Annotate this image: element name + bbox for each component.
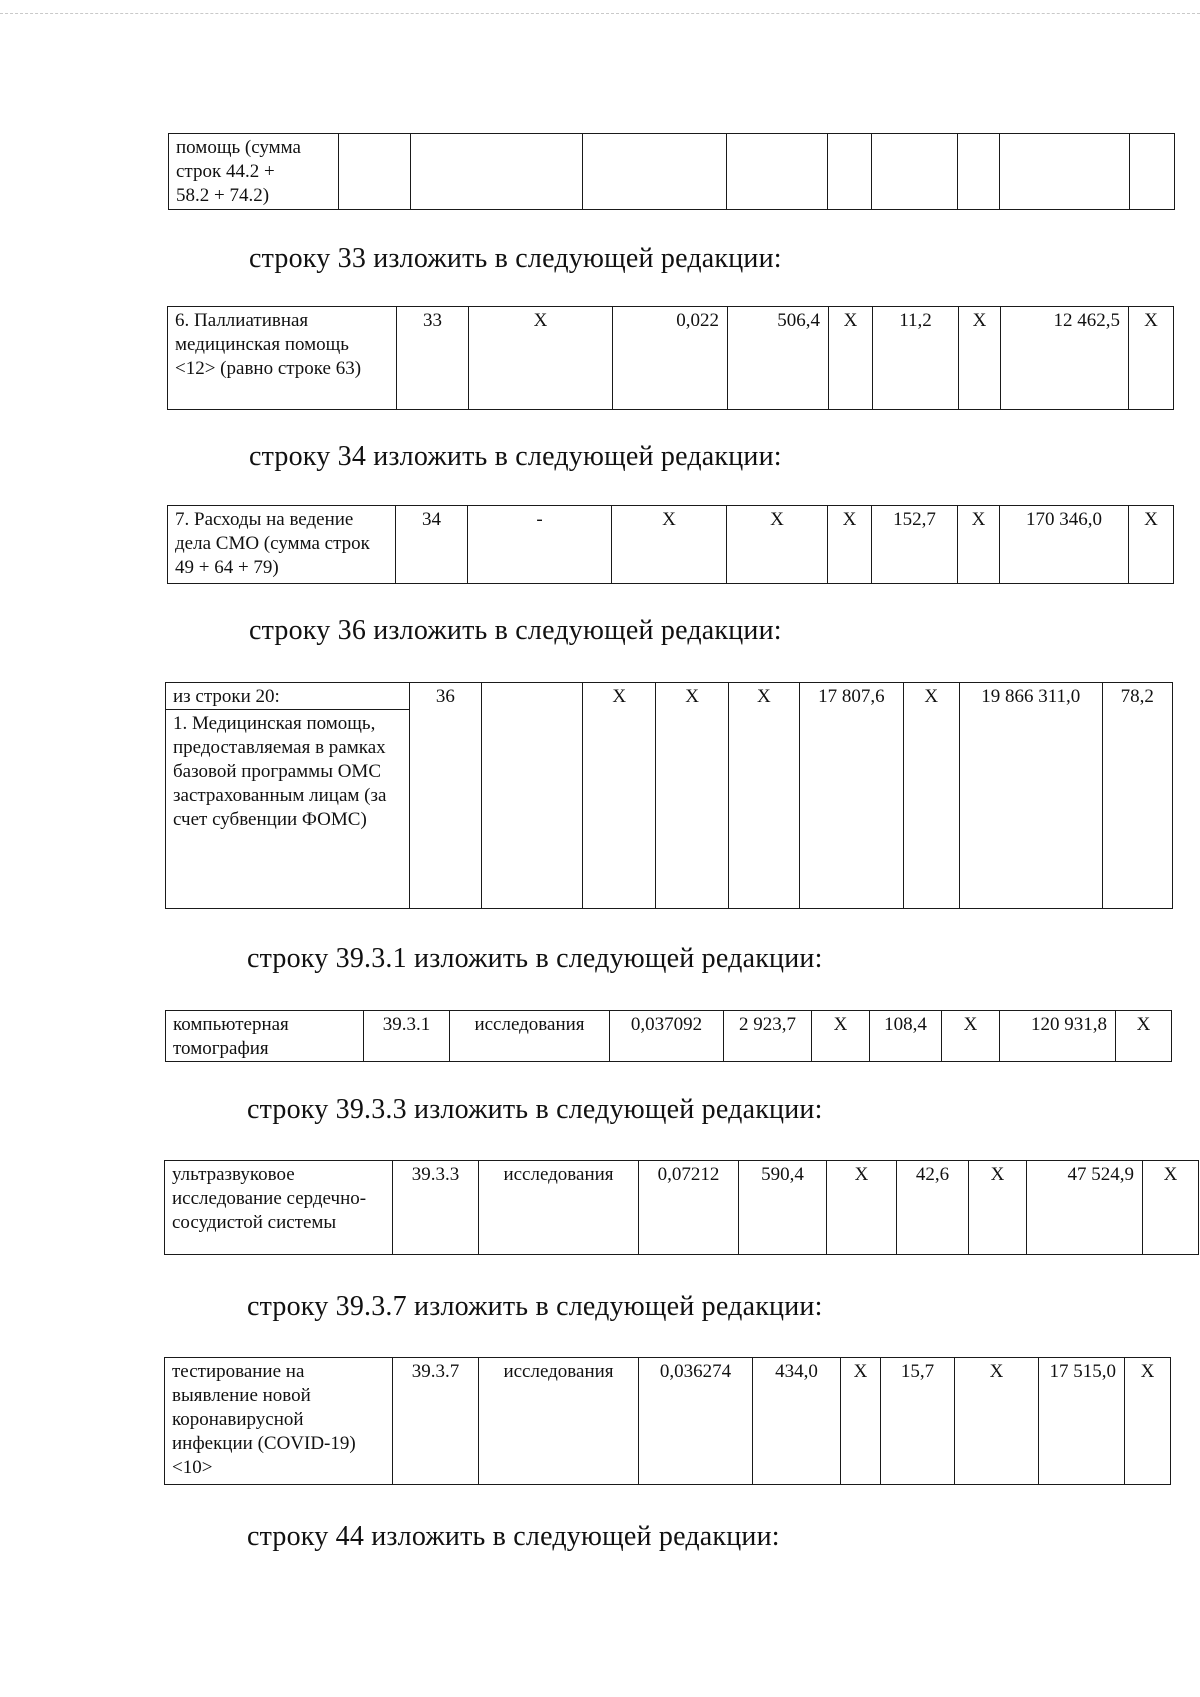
row-number: 36 xyxy=(410,683,481,909)
table-cell xyxy=(958,134,1000,210)
table-cell: 0,037092 xyxy=(610,1011,724,1062)
table-cell: X xyxy=(1116,1011,1172,1062)
table-cell xyxy=(411,134,583,210)
table-cell: X xyxy=(942,1011,1000,1062)
table-cell xyxy=(481,683,583,909)
table-cell: 47 524,9 xyxy=(1027,1161,1143,1255)
table-cell: X xyxy=(727,506,828,584)
table-cell xyxy=(727,134,828,210)
table-cell: X xyxy=(827,1161,897,1255)
table-cell xyxy=(1130,134,1175,210)
table-row xyxy=(165,1161,1199,1255)
table-cell: X xyxy=(955,1358,1039,1485)
table-row xyxy=(165,1358,1171,1485)
table-row xyxy=(166,683,1173,710)
row-label: ультразвуковое исследование сердечно-сосудистой системы xyxy=(165,1161,393,1255)
caption-row-36: строку 36 изложить в следующей редакции: xyxy=(249,615,782,646)
table-cell: X xyxy=(903,683,959,909)
row-label-top: из строки 20: xyxy=(166,683,410,710)
table-cell: X xyxy=(812,1011,870,1062)
table-cell: 12 462,5 xyxy=(1001,307,1129,410)
table-cell: 42,6 xyxy=(897,1161,969,1255)
row-number: 39.3.3 xyxy=(393,1161,479,1255)
table-cell: 506,4 xyxy=(728,307,829,410)
table-cell: 17 515,0 xyxy=(1039,1358,1125,1485)
table-row-39-3-1 xyxy=(165,1010,1172,1062)
table-cell: 434,0 xyxy=(753,1358,841,1485)
table-cell xyxy=(828,134,872,210)
table-cell xyxy=(339,134,411,210)
row-label: 7. Расходы на ведение дела СМО (сумма строк 49 + 64 + 79) xyxy=(168,506,396,584)
caption-row-44: строку 44 изложить в следующей редакции: xyxy=(247,1521,780,1552)
table-cell: 0,022 xyxy=(613,307,728,410)
table-cell xyxy=(583,134,727,210)
table-cell: X xyxy=(1129,506,1174,584)
table-cell: исследования xyxy=(479,1161,639,1255)
row-number: 33 xyxy=(397,307,469,410)
table-cell: исследования xyxy=(479,1358,639,1485)
table-cell: 0,036274 xyxy=(639,1358,753,1485)
caption-row-39-3-3: строку 39.3.3 изложить в следующей редакции: xyxy=(247,1094,823,1125)
caption-row-33: строку 33 изложить в следующей редакции: xyxy=(249,243,782,274)
table-row-33 xyxy=(167,306,1174,410)
row-number: 39.3.7 xyxy=(393,1358,479,1485)
table-cell: X xyxy=(469,307,613,410)
table-cell: 170 346,0 xyxy=(1000,506,1129,584)
table-cell: X xyxy=(969,1161,1027,1255)
row-label: тестирование на выявление новой коронавирусной инфекции (COVID-19) <10> xyxy=(165,1358,393,1485)
table-cell: 11,2 xyxy=(873,307,959,410)
table-row xyxy=(168,506,1174,584)
table-cell: X xyxy=(828,506,872,584)
row-label-bottom: 1. Медицинская помощь, предоставляемая в рамках базовой программы ОМС застрахованным лицам (за счет субвенции ФОМС) xyxy=(166,710,410,909)
table-cell: X xyxy=(959,307,1001,410)
table-cell: X xyxy=(841,1358,881,1485)
table-cell: - xyxy=(468,506,612,584)
table-cell: X xyxy=(728,683,799,909)
table-cell: X xyxy=(656,683,728,909)
table-row-34 xyxy=(167,505,1174,584)
table-cell: X xyxy=(958,506,1000,584)
table-cell: 17 807,6 xyxy=(800,683,904,909)
table-cell: X xyxy=(1129,307,1174,410)
table-cell: 15,7 xyxy=(881,1358,955,1485)
table-row xyxy=(169,134,1175,210)
table-fragment-top xyxy=(168,133,1175,210)
table-cell: 152,7 xyxy=(872,506,958,584)
table-cell: 78,2 xyxy=(1102,683,1172,909)
table-cell: X xyxy=(829,307,873,410)
table-cell xyxy=(1000,134,1130,210)
row-number: 34 xyxy=(396,506,468,584)
table-cell: X xyxy=(1143,1161,1199,1255)
table-cell: исследования xyxy=(450,1011,610,1062)
caption-row-39-3-1: строку 39.3.1 изложить в следующей редакции: xyxy=(247,943,823,974)
table-cell: X xyxy=(1125,1358,1171,1485)
table-cell: 0,07212 xyxy=(639,1161,739,1255)
caption-row-34: строку 34 изложить в следующей редакции: xyxy=(249,441,782,472)
table-cell: X xyxy=(583,683,656,909)
table-cell: 19 866 311,0 xyxy=(959,683,1102,909)
table-cell: 590,4 xyxy=(739,1161,827,1255)
row-label: компьютерная томография xyxy=(166,1011,364,1062)
caption-row-39-3-7: строку 39.3.7 изложить в следующей редакции: xyxy=(247,1291,823,1322)
table-row-39-3-3 xyxy=(164,1160,1199,1255)
row-label: помощь (сумма строк 44.2 + 58.2 + 74.2) xyxy=(169,134,339,210)
table-cell: 108,4 xyxy=(870,1011,942,1062)
table-row-39-3-7 xyxy=(164,1357,1171,1485)
table-row-36 xyxy=(165,682,1173,909)
table-cell: X xyxy=(612,506,727,584)
row-number: 39.3.1 xyxy=(364,1011,450,1062)
table-row xyxy=(168,307,1174,410)
row-label: 6. Паллиативная медицинская помощь <12> (равно строке 63) xyxy=(168,307,397,410)
table-cell: 2 923,7 xyxy=(724,1011,812,1062)
table-cell xyxy=(872,134,958,210)
table-cell: 120 931,8 xyxy=(1000,1011,1116,1062)
table-row xyxy=(166,1011,1172,1062)
scan-edge-line xyxy=(0,13,1200,14)
